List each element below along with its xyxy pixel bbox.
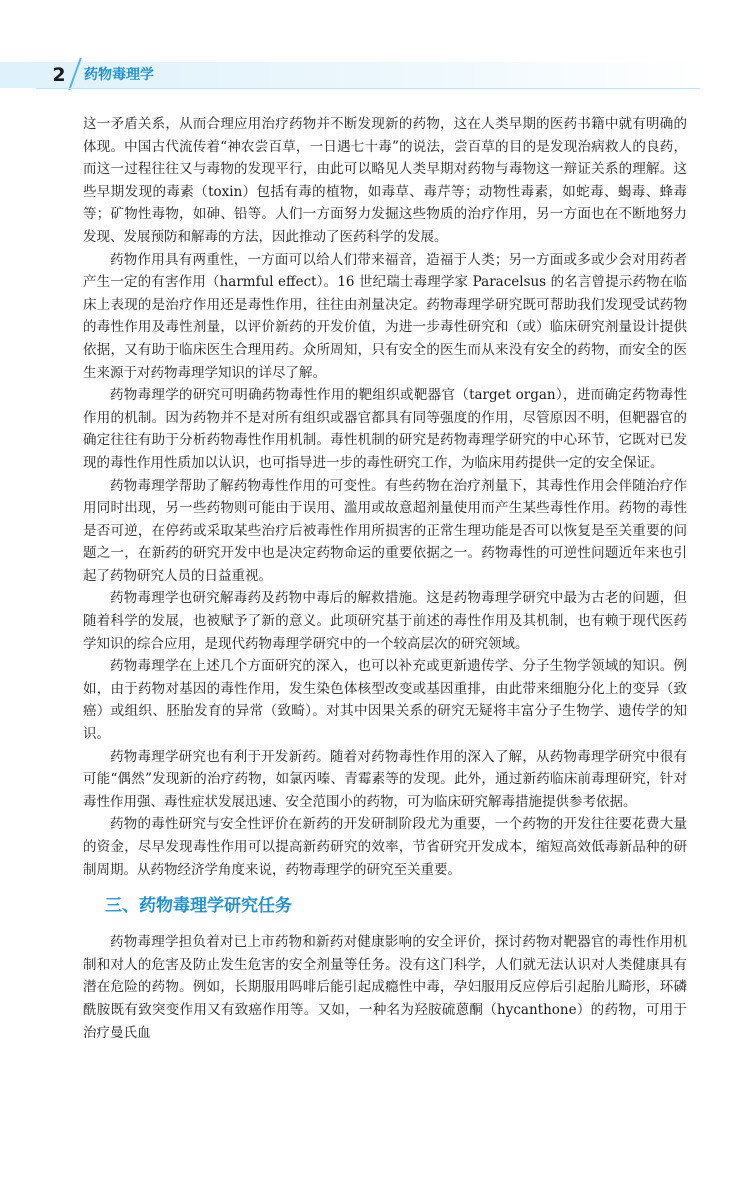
- paragraph: 药物毒理学担负着对已上市药物和新药对健康影响的安全评价，探讨药物对靶器官的毒性作用机制和对人的危害及防止发生危害的安全剂量等任务。没有这门科学，人们就无法认识对人类健康具有潜在危险的药物。例如，长期服用吗啡后能引起成瘾性中毒，孕妇服用反应停后引起胎儿畸形，环磷酰胺既有致突变作用又有致癌作用等。又如，一种名为羟胺硫蒽酮（hycanthone）的药物，可用于治疗曼氏血: [83, 934, 687, 1041]
- paragraph: 药物毒理学帮助了解药物毒性作用的可变性。有些药物在治疗剂量下，其毒性作用会伴随治疗作用同时出现，另一些药物则可能由于误用、滥用或故意超剂量使用而产生某些毒性作用。药物的毒性是否可逆，在停药或采取某些治疗后被毒性作用所损害的正常生理功能是否可以恢复是至关重要的问题之一，在新药的研究开发中也是决定药物命运的重要依据之一。药物毒性的可逆性问题近年来也引起了药物研究人员的日益重视。: [83, 477, 687, 584]
- running-title: 药物毒理学: [84, 67, 154, 83]
- paragraph: 药物毒理学研究也有利于开发新药。随着对药物毒性作用的深入了解，从药物毒理学研究中很有可能“偶然”发现新的治疗药物，如氯丙嗪、青霉素等的发现。此外，通过新药临床前毒理研究，针对毒性作用强、毒性症状发展迅速、安全范围小的药物，可为临床研究解毒措施提供参考依据。: [83, 748, 687, 810]
- page-number: 2: [52, 64, 66, 86]
- paragraph: 药物毒理学的研究可明确药物毒性作用的靶组织或靶器官（target organ），进而确定药物毒性作用的机制。因为药物并不是对所有组织或器官都具有同等强度的作用，尽管原因不明，但靶器官的确定往往有助于分析药物毒性作用机制。毒性机制的研究是药物毒理学研究的中心环节，它既对已发现的毒性作用性质加以认识，也可指导进一步的毒性研究工作，为临床用药提供一定的安全保证。: [83, 387, 687, 471]
- paragraph: 药物作用具有两重性，一方面可以给人们带来福音，造福于人类；另一方面或多或少会对用药者产生一定的有害作用（harmful effect）。16 世纪瑞士毒理学家 Paracelsus 的名言曾提示药物在临床上表现的是治疗作用还是毒性作用，往往由剂量决定。药物毒理学研究既可帮助我们发现受试药物的毒性作用及毒性剂量，以评价新药的开发价值，为进一步毒性研究和（或）临床研究剂量设计提供依据，又有助于临床医生合理用药。众所周知，只有安全的医生而从来没有安全的药物，而安全的医生来源于对药物毒理学知识的详尽了解。: [83, 251, 687, 381]
- paragraph: 这一矛盾关系，从而合理应用治疗药物并不断发现新的药物，这在人类早期的医药书籍中就有明确的体现。中国古代流传着“神农尝百草，一日遇七十毒”的说法，尝百草的目的是发现治病救人的良药，而这一过程往往又与毒物的发现平行，由此可以略见人类早期对药物与毒物这一辩证关系的理解。这些早期发现的毒素（toxin）包括有毒的植物，如毒草、毒芹等；动物性毒素，如蛇毒、蝎毒、蜂毒等；矿物性毒物，如砷、铅等。人们一方面努力发掘这些物质的治疗作用，另一方面也在不断地努力发现、发展预防和解毒的方法，因此推动了医药科学的发展。: [83, 116, 687, 245]
- header-rule: [36, 88, 700, 89]
- paragraph: 药物的毒性研究与安全性评价在新药的开发研制阶段尤为重要，一个药物的开发往往要花费大量的资金，尽早发现毒性作用可以提高新药研究的效率，节省研究开发成本，缩短高效低毒新品种的研制周期。从药物经济学角度来说，药物毒理学的研究至关重要。: [83, 816, 687, 878]
- page-body: [83, 113, 687, 1044]
- paragraph: 药物毒理学在上述几个方面研究的深入，也可以补充或更新遗传学、分子生物学领域的知识。例如，由于药物对基因的毒性作用，发生染色体核型改变或基因重排，由此带来细胞分化上的变异（致癌）或组织、胚胎发育的异常（致畸）。对其中因果关系的研究无疑将丰富分子生物学、遗传学的知识。: [83, 658, 687, 743]
- section-heading: 三、药物毒理学研究任务: [105, 896, 292, 917]
- paragraph: 药物毒理学也研究解毒药及药物中毒后的解救措施。这是药物毒理学研究中最为古老的问题，但随着科学的发展，也被赋予了新的意义。此项研究基于前述的毒性作用及其机制，也有赖于现代医药学知识的综合应用，是现代药物毒理学研究中的一个较高层次的研究领域。: [83, 590, 687, 652]
